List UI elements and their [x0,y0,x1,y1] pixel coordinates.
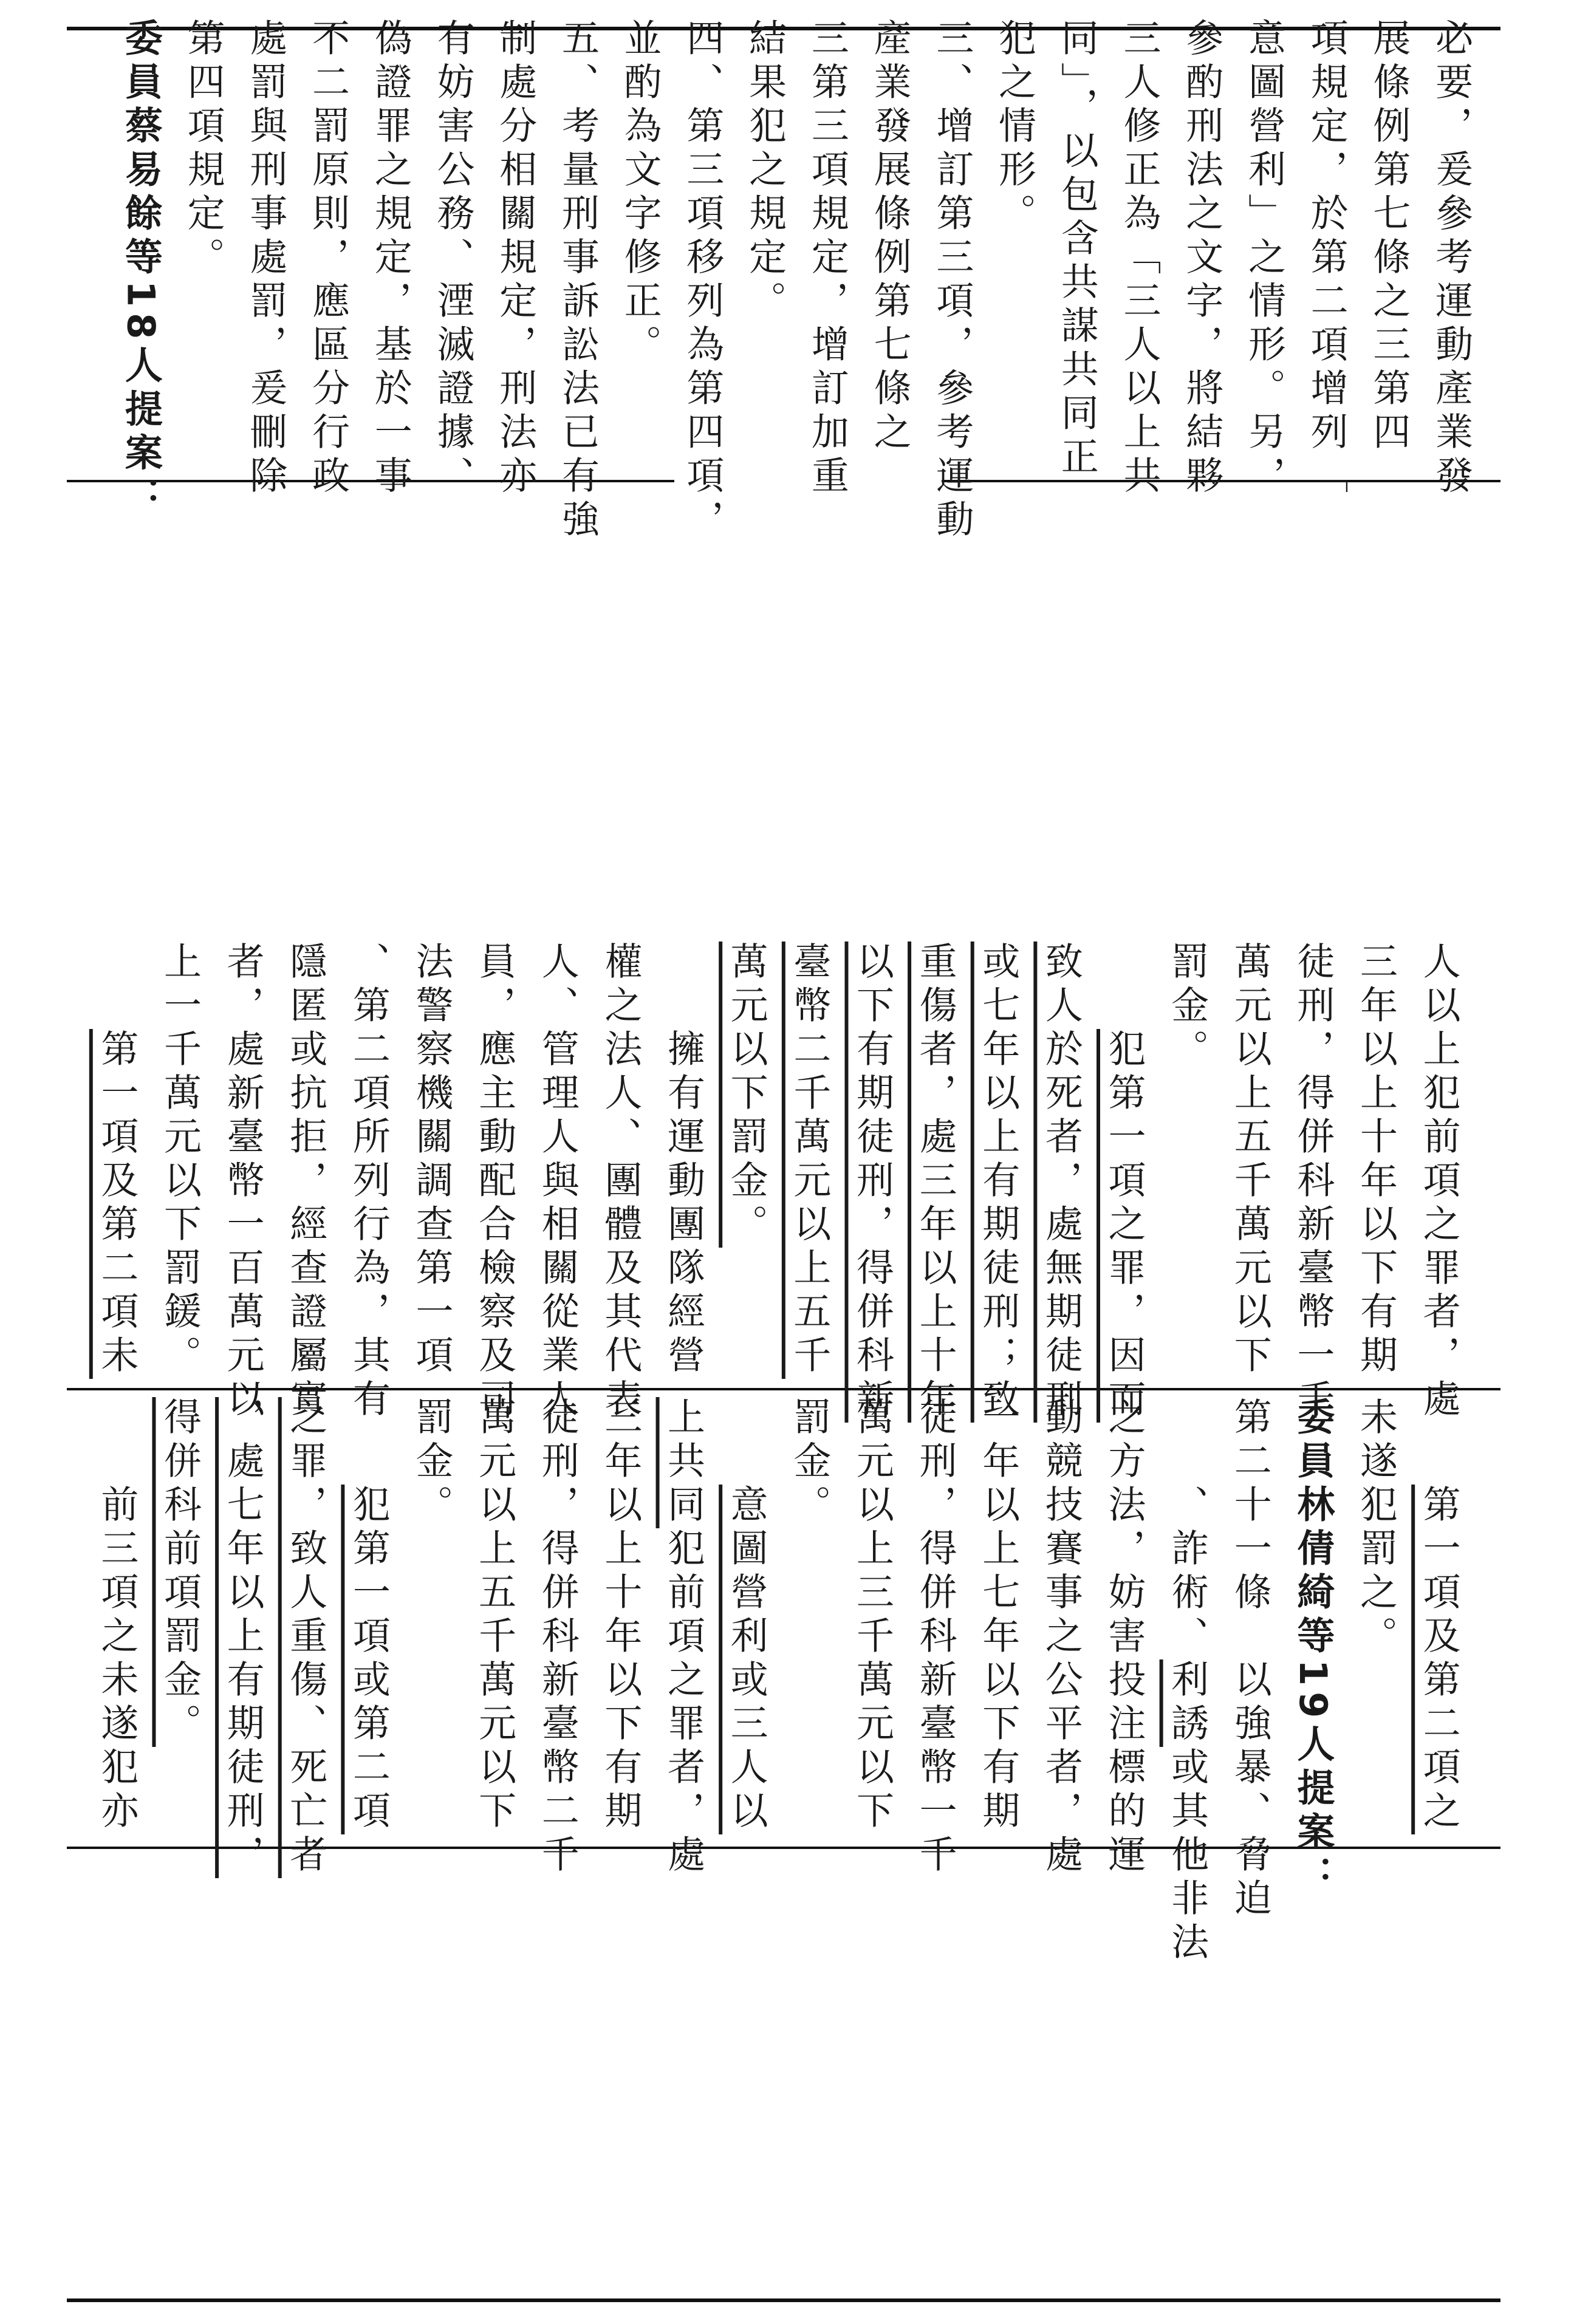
text-segment: 罰金。 [1165,942,1210,1073]
underlined-text-segment: 得併科前項罰金。 [157,1397,202,1747]
bold-heading-segment: 委員蔡易餘等18人提案： [118,18,163,521]
text-column [110,18,171,521]
text-segment [1102,942,1146,1029]
text-segment: 三年以上十年以下有期 [598,1397,643,1834]
text-segment: 必要，爰參考運動產業發 [1429,18,1474,499]
text-column [905,942,965,1423]
text-column [149,942,210,1388]
text-column [590,942,651,1423]
text-column [1109,18,1169,499]
text-segment: 三人修正為「三人以上共 [1117,18,1162,499]
text-block-bottom-right [85,942,1470,1423]
text-column [464,942,525,1423]
text-segment: 不二罰原則，應區分行政 [306,18,351,499]
bold-heading-segment: 委員林倩綺等19人提案： [1290,1397,1335,1899]
text-column [422,18,483,499]
text-segment: 萬元以上五千萬元以下 [472,1397,517,1834]
underlined-text-segment: 萬元以下罰金。 [724,942,769,1248]
text-segment: 未遂犯罰之。 [1353,1397,1398,1659]
text-segment: 、詐術、 [1165,1397,1210,1659]
text-segment: 徒刑，得併科新臺幣二千 [535,1397,580,1878]
text-column [905,1397,965,1878]
text-segment: 罰金。 [787,1397,832,1528]
text-segment: 萬元以上五千萬元以下 [1228,942,1273,1379]
text-column [672,18,733,543]
underlined-text-segment: 第一項及第二項未 [94,1029,139,1379]
text-segment: 偽證罪之規定，基於一事 [368,18,413,499]
text-segment: 第二十一條 以強暴、脅迫 [1228,1397,1273,1922]
text-column [485,18,546,499]
text-segment: 三、增訂第三項，參考運動 [929,18,974,543]
text-column [779,942,840,1388]
text-column [1282,1397,1343,1899]
text-segment: 員，應主動配合檢察及司 [472,942,517,1423]
text-column [1358,18,1419,480]
text-segment: 上一千萬元以下罰鍰。 [157,942,202,1379]
text-segment: 者，處新臺幣一百萬元以 [221,942,265,1423]
text-segment: 有妨害公務、湮滅證據、 [431,18,475,499]
text-column [1093,1397,1154,1878]
text-segment: 權之法人、團體及其代表 [598,942,643,1423]
text-column [796,18,857,499]
text-column [360,18,420,499]
text-column [590,1397,651,1847]
text-column [1171,18,1232,499]
text-segment [1417,1397,1461,1485]
text-column [653,942,714,1388]
text-segment: 項規定，於第二項增列「 [1304,18,1349,499]
left-section-divider [67,1847,1500,1849]
text-segment: 徒刑，得併科新臺幣一千 [913,1397,958,1878]
text-column [1233,18,1294,499]
text-segment: 參酌刑法之文字，將結夥 [1179,18,1224,499]
text-block-top-right [109,18,1482,543]
text-column [734,18,795,480]
text-segment: 處罰與刑事處罰，爰刪除 [243,18,288,499]
text-segment: 、第二項所列行為，其有 [346,942,391,1423]
text-column [338,1397,399,1847]
text-column [653,1397,714,1878]
text-column [1157,1397,1217,1966]
text-column [212,1397,273,1878]
text-segment: 法警察機關調查第一項 [409,942,454,1379]
text-column [1046,18,1107,480]
text-column [922,18,982,543]
text-column [609,18,670,480]
text-column [1219,942,1280,1388]
text-column [859,18,920,480]
underlined-text-segment: 利誘 [1165,1659,1210,1747]
text-column [1157,942,1217,1388]
text-column [1093,942,1154,1423]
underlined-text-segment: 或七年以上有期徒刑；致 [976,942,1021,1423]
text-segment: 五、考量刑事訴訟法已有強 [555,18,600,543]
text-column [968,942,1028,1423]
text-column [1219,1397,1280,1922]
bottom-border-line [67,2298,1500,2302]
text-segment: 產業發展條例第七條之 [867,18,912,456]
text-column [527,942,587,1423]
text-segment: 或其他非法 [1165,1747,1210,1966]
text-segment: 意圖營利」之情形。另， [1242,18,1287,499]
text-column [1282,942,1343,1423]
underlined-text-segment: 犯第一項或第二項 [346,1485,391,1834]
underlined-text-segment: 第一項及第二項之 [1417,1485,1462,1834]
text-segment: 擁有運動團隊經營 [661,942,706,1379]
underlined-text-segment: ，處七年以上有期徒刑， [221,1397,265,1878]
text-column [1030,1397,1091,1878]
text-column [841,1397,902,1847]
text-segment: 萬元以上三千萬元以下 [850,1397,895,1834]
text-segment [346,1397,391,1485]
text-column [716,942,776,1388]
text-column [149,1397,210,1847]
text-segment: 一年以上七年以下有期 [976,1397,1021,1834]
text-segment: 展條例第七條之三第四 [1366,18,1411,456]
middle-section-divider [67,1388,1500,1390]
text-segment: 前三項之未遂犯亦 [94,1397,139,1834]
text-column [86,942,147,1388]
text-column [401,942,462,1388]
underlined-text-segment: 之罪，致人重傷、死亡者 [283,1397,328,1878]
text-segment: 之方法，妨害投注標的運 [1102,1397,1146,1878]
text-column [212,942,273,1423]
text-segment: 制處分相關規定，刑法亦 [493,18,538,499]
text-column [298,18,358,499]
text-segment: 並酌為文字修正。 [618,18,663,368]
text-column [235,18,296,499]
text-column [275,942,336,1423]
text-column [1408,1397,1469,1847]
text-column [779,1397,840,1847]
text-segment: 第四項規定。 [181,18,226,281]
text-segment: 徒刑，得併科新臺幣一千 [1290,942,1335,1423]
underlined-text-segment: 致人於死者，處無期徒刑 [1039,942,1084,1423]
text-segment [724,1397,768,1485]
underlined-text-segment: 臺幣二千萬元以上五千 [787,942,832,1379]
text-column [86,1397,147,1847]
text-segment: 結果犯之規定。 [742,18,787,324]
text-segment: 隱匿或抗拒，經查證屬實 [283,942,328,1423]
text-column [547,18,607,543]
text-segment: 三年以上十年以下有期 [1353,942,1398,1379]
underlined-text-segment: 重傷者，處三年以上十年 [913,942,958,1423]
text-segment: 人、管理人與相關從業人 [535,942,580,1423]
text-column [984,18,1045,480]
text-column [338,942,399,1423]
text-column [1346,1397,1406,1847]
text-column [716,1397,776,1847]
text-segment: 三第三項規定，增訂加重 [805,18,850,499]
text-column [968,1397,1028,1847]
text-block-bottom-middle [85,1397,1470,1966]
underlined-text-segment: 意圖營利或三人以 [724,1485,769,1834]
text-column [1030,942,1091,1423]
text-segment: 犯前項之罪者，處 [661,1528,706,1878]
text-column [841,942,902,1423]
text-column [173,18,233,480]
text-segment: 人以上犯前項之罪者，處 [1417,942,1462,1423]
underlined-text-segment: 上共同 [661,1397,706,1528]
text-column [464,1397,525,1847]
text-column [1296,18,1357,499]
text-segment: 犯之情形。 [992,18,1037,237]
text-segment [95,942,139,1029]
text-segment: 四、第三項移列為第四項， [680,18,725,543]
text-segment: 罰金。 [409,1397,454,1528]
text-column [1346,942,1406,1388]
underlined-text-segment: 以下有期徒刑，得併科新 [850,942,895,1423]
text-column [527,1397,587,1878]
text-column [275,1397,336,1878]
underlined-text-segment: 犯第一項之罪，因而 [1102,1029,1146,1423]
text-column [1408,942,1469,1423]
text-segment: 動競技賽事之公平者，處 [1039,1397,1084,1878]
text-column [1421,18,1482,499]
text-column [401,1397,462,1847]
text-segment: 同」，以包含共謀共同正 [1055,18,1100,480]
